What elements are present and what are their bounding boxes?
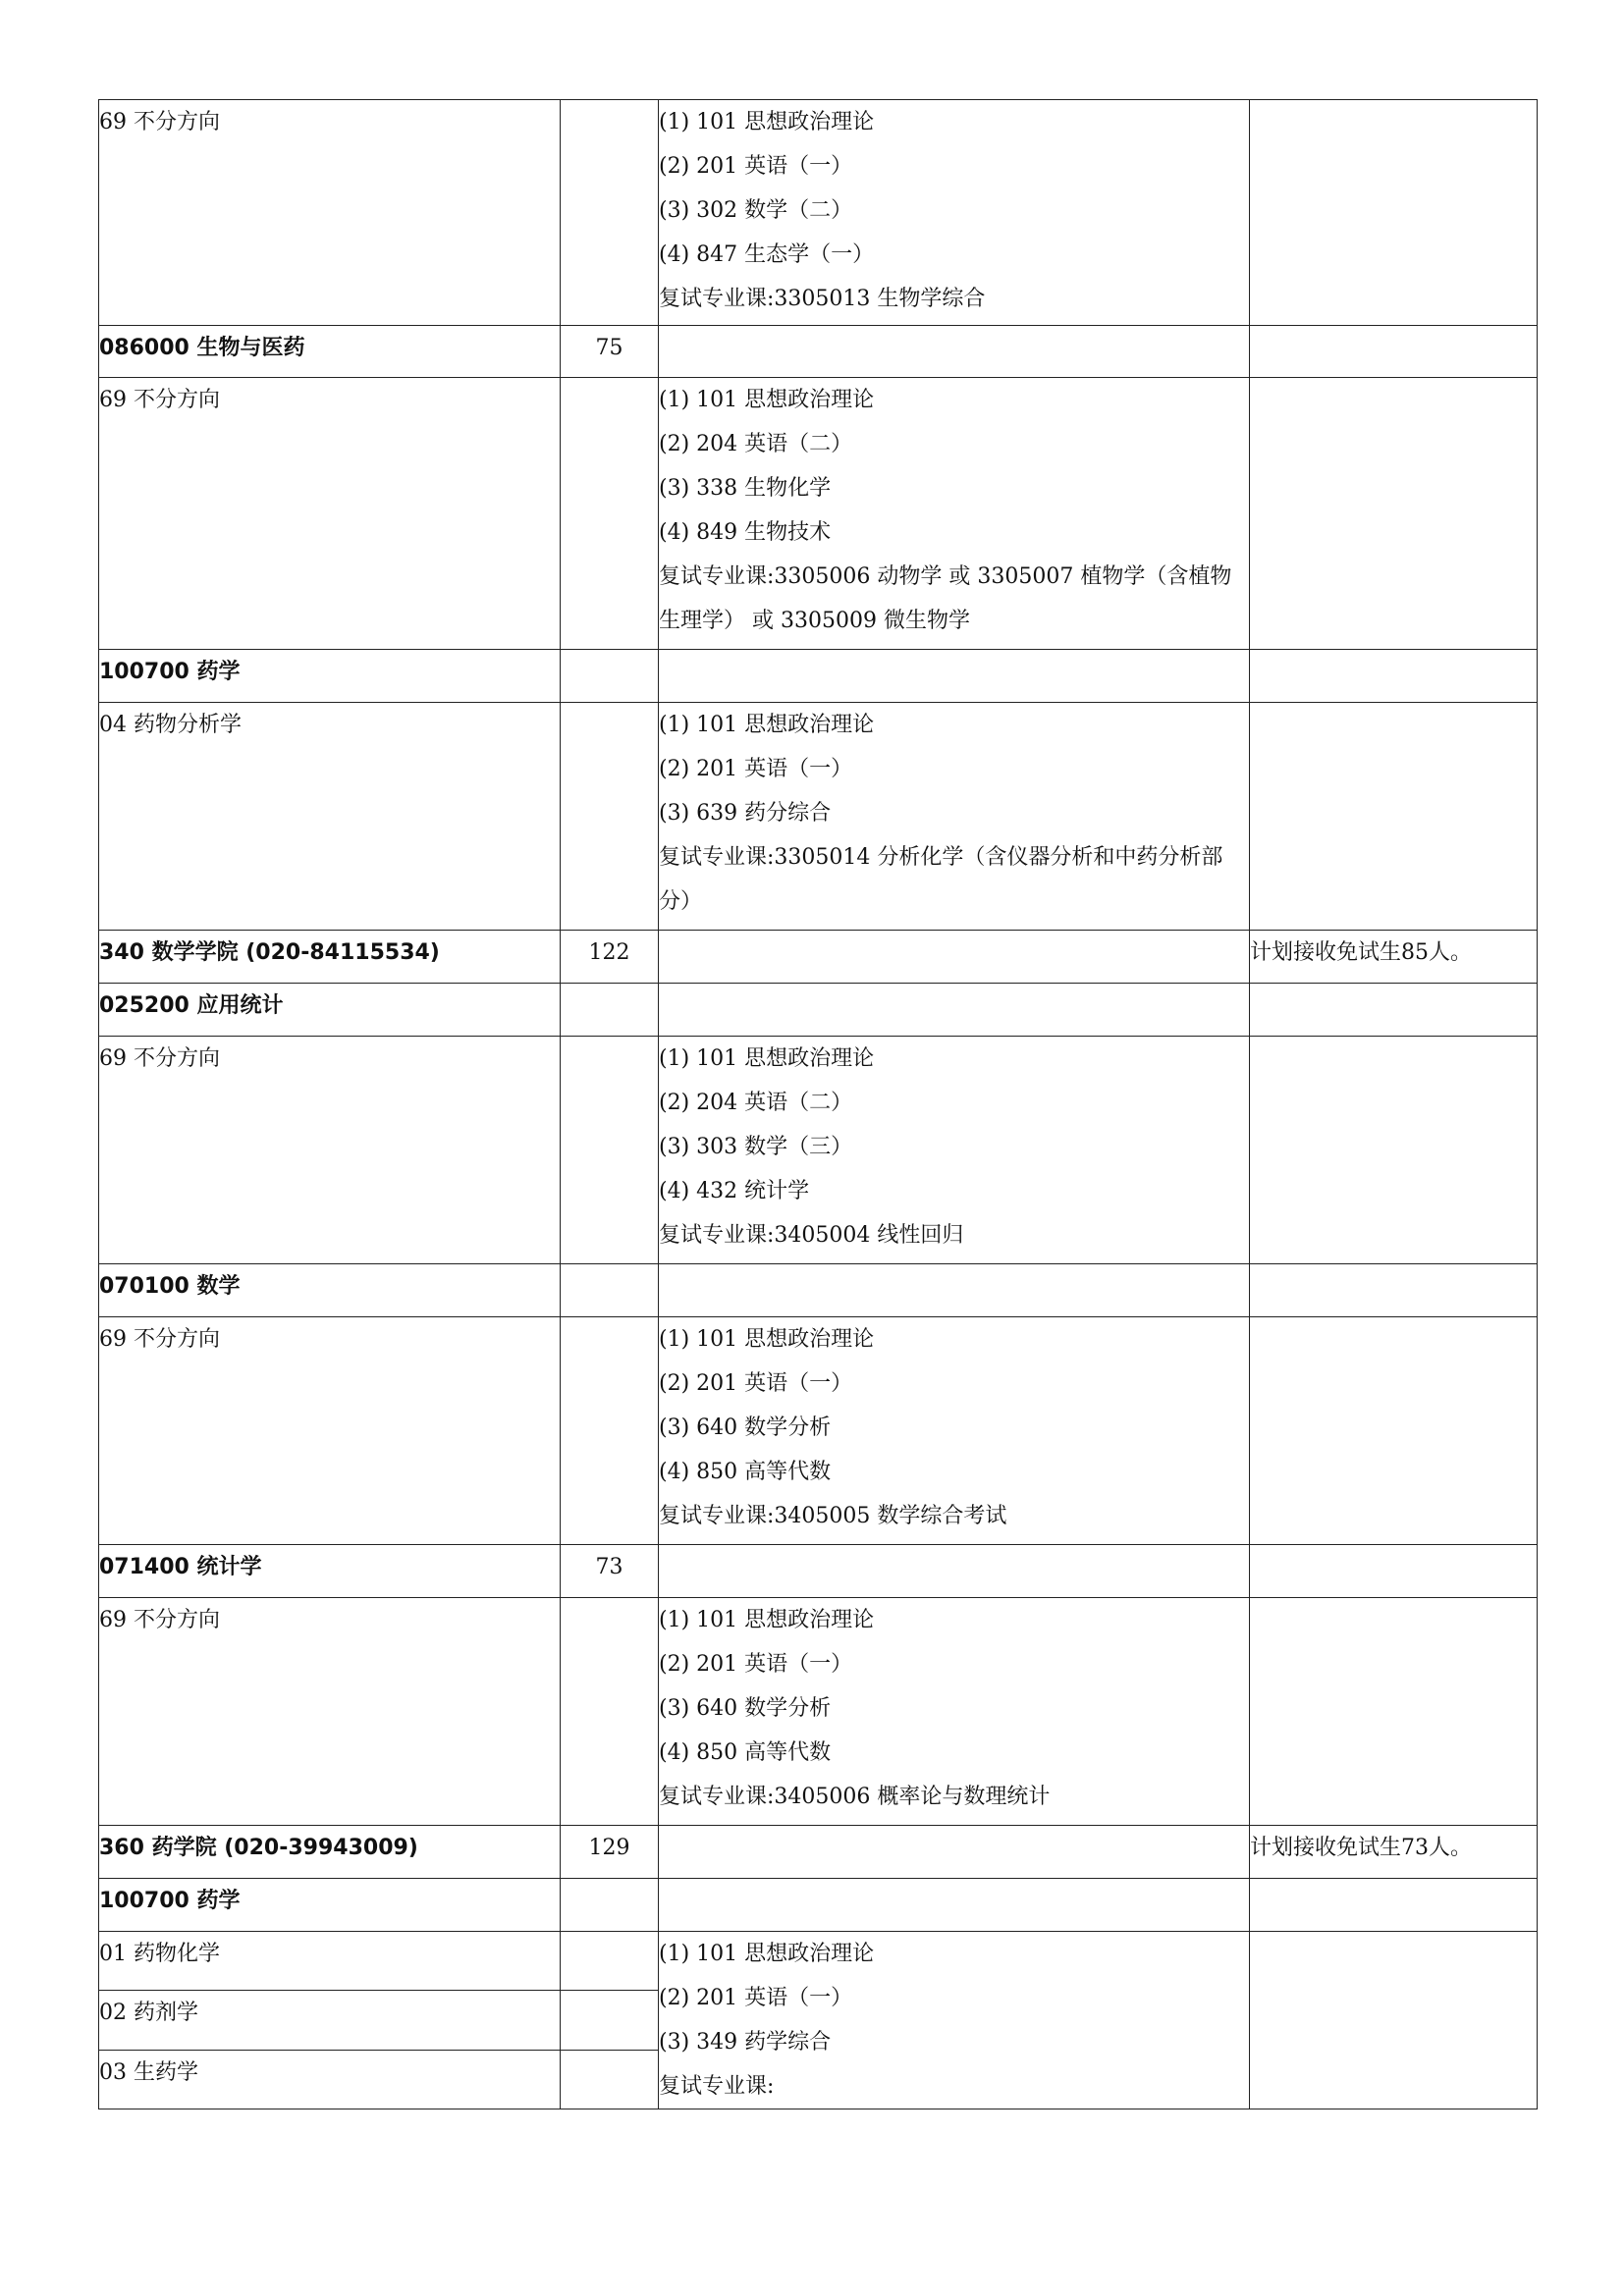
note-cell — [1250, 1879, 1538, 1932]
name-cell — [99, 326, 561, 378]
quota-value: 129 — [588, 1836, 630, 1860]
exam-subject: (3) 338 生物化学 — [659, 476, 832, 501]
quota-cell — [561, 703, 659, 931]
note-cell — [1250, 650, 1538, 703]
exam-subject: (4) 849 生物技术 — [659, 520, 832, 545]
exam-subject: (2) 201 英语（一） — [659, 154, 853, 179]
note-cell — [1250, 326, 1538, 378]
direction-name: 69 不分方向 — [99, 388, 220, 412]
major-row — [99, 984, 1538, 1037]
exams-cell — [659, 1037, 1250, 1264]
retest-course: 复试专业课: — [659, 2074, 775, 2099]
exams-cell — [659, 1879, 1250, 1932]
exams-cell — [659, 378, 1250, 650]
exams-cell — [659, 1598, 1250, 1826]
exam-subject: (1) 101 思想政治理论 — [659, 713, 875, 737]
name-cell — [99, 1264, 561, 1317]
exams-cell — [659, 650, 1250, 703]
exam-subject: (2) 201 英语（一） — [659, 1371, 853, 1396]
quota-cell — [561, 100, 659, 326]
note-cell — [1250, 703, 1538, 931]
dept-row — [99, 931, 1538, 984]
major-name: 025200 应用统计 — [99, 993, 284, 1018]
exams-cell — [659, 931, 1250, 984]
retest-course: 复试专业课:3305014 分析化学（含仪器分析和中药分析部分） — [659, 845, 1223, 914]
name-cell — [99, 931, 561, 984]
exam-subject: (3) 640 数学分析 — [659, 1696, 832, 1721]
quota-cell — [561, 650, 659, 703]
name-cell — [99, 703, 561, 931]
major-name: 100700 药学 — [99, 660, 241, 684]
exams-cell — [659, 326, 1250, 378]
note-cell — [1250, 1545, 1538, 1598]
quota-cell — [561, 931, 659, 984]
major-name: 070100 数学 — [99, 1274, 241, 1299]
major-row — [99, 1545, 1538, 1598]
exam-subject: (4) 432 统计学 — [659, 1179, 810, 1203]
program-table — [98, 99, 1538, 2109]
exam-subject: (1) 101 思想政治理论 — [659, 388, 875, 412]
exams-cell — [659, 1545, 1250, 1598]
quota-cell — [561, 1932, 659, 1991]
direction-row — [99, 1598, 1538, 1826]
note-text: 计划接收免试生85人。 — [1250, 940, 1472, 965]
note-cell — [1250, 1264, 1538, 1317]
note-cell — [1250, 1932, 1538, 2109]
program-table-body — [99, 100, 1538, 2109]
exams-cell — [659, 1826, 1250, 1879]
exam-subject: (4) 850 高等代数 — [659, 1460, 832, 1484]
exams-cell — [659, 1264, 1250, 1317]
exams-cell — [659, 1932, 1250, 2109]
quota-cell — [561, 1879, 659, 1932]
quota-cell — [561, 1264, 659, 1317]
quota-cell — [561, 1317, 659, 1545]
note-cell — [1250, 1317, 1538, 1545]
quota-cell — [561, 1037, 659, 1264]
name-cell — [99, 984, 561, 1037]
exam-subject: (1) 101 思想政治理论 — [659, 1942, 875, 1966]
quota-cell — [561, 1991, 659, 2050]
exam-subject: (3) 639 药分综合 — [659, 801, 832, 826]
direction-name: 69 不分方向 — [99, 1608, 220, 1632]
note-cell — [1250, 1037, 1538, 1264]
direction-row — [99, 1932, 1538, 1991]
quota-value: 75 — [595, 336, 623, 360]
exams-cell — [659, 1317, 1250, 1545]
major-name: 100700 药学 — [99, 1889, 241, 1913]
exam-subject: (2) 201 英语（一） — [659, 1652, 853, 1677]
note-cell — [1250, 984, 1538, 1037]
department-name: 340 数学学院 (020-84115534) — [99, 940, 440, 965]
exam-subject: (4) 850 高等代数 — [659, 1740, 832, 1765]
exam-subject: (4) 847 生态学（一） — [659, 242, 875, 267]
quota-value: 122 — [588, 940, 630, 965]
name-cell — [99, 1598, 561, 1826]
note-cell — [1250, 100, 1538, 326]
direction-name: 03 生药学 — [99, 2059, 198, 2085]
quota-cell — [561, 2050, 659, 2109]
direction-name: 01 药物化学 — [99, 1942, 220, 1966]
name-cell — [99, 1037, 561, 1264]
exam-subject: (3) 303 数学（三） — [659, 1135, 853, 1159]
quota-cell — [561, 326, 659, 378]
major-row — [99, 1879, 1538, 1932]
quota-cell — [561, 1598, 659, 1826]
direction-row — [99, 100, 1538, 326]
direction-row — [99, 378, 1538, 650]
direction-row — [99, 703, 1538, 931]
exams-cell — [659, 984, 1250, 1037]
retest-course: 复试专业课:3305006 动物学 或 3305007 植物学（含植物生理学） 或 3305009 微生物学 — [659, 564, 1232, 633]
exam-subject: (1) 101 思想政治理论 — [659, 110, 875, 134]
exam-subject: (1) 101 思想政治理论 — [659, 1046, 875, 1071]
exam-subject: (2) 201 英语（一） — [659, 757, 853, 781]
quota-cell — [561, 984, 659, 1037]
department-name: 360 药学院 (020-39943009) — [99, 1836, 418, 1860]
exam-subject: (1) 101 思想政治理论 — [659, 1327, 875, 1352]
exam-subject: (3) 349 药学综合 — [659, 2030, 832, 2055]
retest-course: 复试专业课:3405005 数学综合考试 — [659, 1504, 1007, 1528]
quota-cell — [561, 1545, 659, 1598]
name-cell — [99, 1879, 561, 1932]
exam-subject: (2) 204 英语（二） — [659, 1091, 853, 1115]
name-cell — [99, 1545, 561, 1598]
exam-subject: (1) 101 思想政治理论 — [659, 1608, 875, 1632]
exam-subject: (3) 302 数学（二） — [659, 198, 853, 223]
note-cell — [1250, 378, 1538, 650]
name-cell — [99, 378, 561, 650]
name-cell — [99, 1991, 561, 2050]
exam-subject: (2) 204 英语（二） — [659, 432, 853, 456]
quota-cell — [561, 1826, 659, 1879]
name-cell — [99, 2050, 561, 2109]
note-text: 计划接收免试生73人。 — [1250, 1836, 1472, 1860]
dept-row — [99, 1826, 1538, 1879]
name-cell — [99, 100, 561, 326]
name-cell — [99, 1826, 561, 1879]
retest-course: 复试专业课:3405006 概率论与数理统计 — [659, 1785, 1051, 1809]
direction-row — [99, 1037, 1538, 1264]
retest-course: 复试专业课:3405004 线性回归 — [659, 1223, 964, 1248]
direction-name: 69 不分方向 — [99, 1327, 220, 1352]
retest-course: 复试专业课:3305013 生物学综合 — [659, 287, 986, 311]
exams-cell — [659, 100, 1250, 326]
direction-name: 04 药物分析学 — [99, 713, 242, 737]
note-cell — [1250, 931, 1538, 984]
major-row — [99, 650, 1538, 703]
direction-name: 69 不分方向 — [99, 110, 220, 134]
major-name: 071400 统计学 — [99, 1555, 262, 1579]
quota-value: 73 — [595, 1555, 623, 1579]
direction-row — [99, 1317, 1538, 1545]
name-cell — [99, 650, 561, 703]
major-row — [99, 1264, 1538, 1317]
exams-cell — [659, 703, 1250, 931]
quota-cell — [561, 378, 659, 650]
note-cell — [1250, 1826, 1538, 1879]
note-cell — [1250, 1598, 1538, 1826]
exam-subject: (2) 201 英语（一） — [659, 1986, 853, 2010]
major-name: 086000 生物与医药 — [99, 336, 305, 360]
exam-subject: (3) 640 数学分析 — [659, 1415, 832, 1440]
major-row — [99, 326, 1538, 378]
direction-name: 02 药剂学 — [99, 2001, 198, 2026]
name-cell — [99, 1932, 561, 1991]
name-cell — [99, 1317, 561, 1545]
direction-name: 69 不分方向 — [99, 1046, 220, 1071]
